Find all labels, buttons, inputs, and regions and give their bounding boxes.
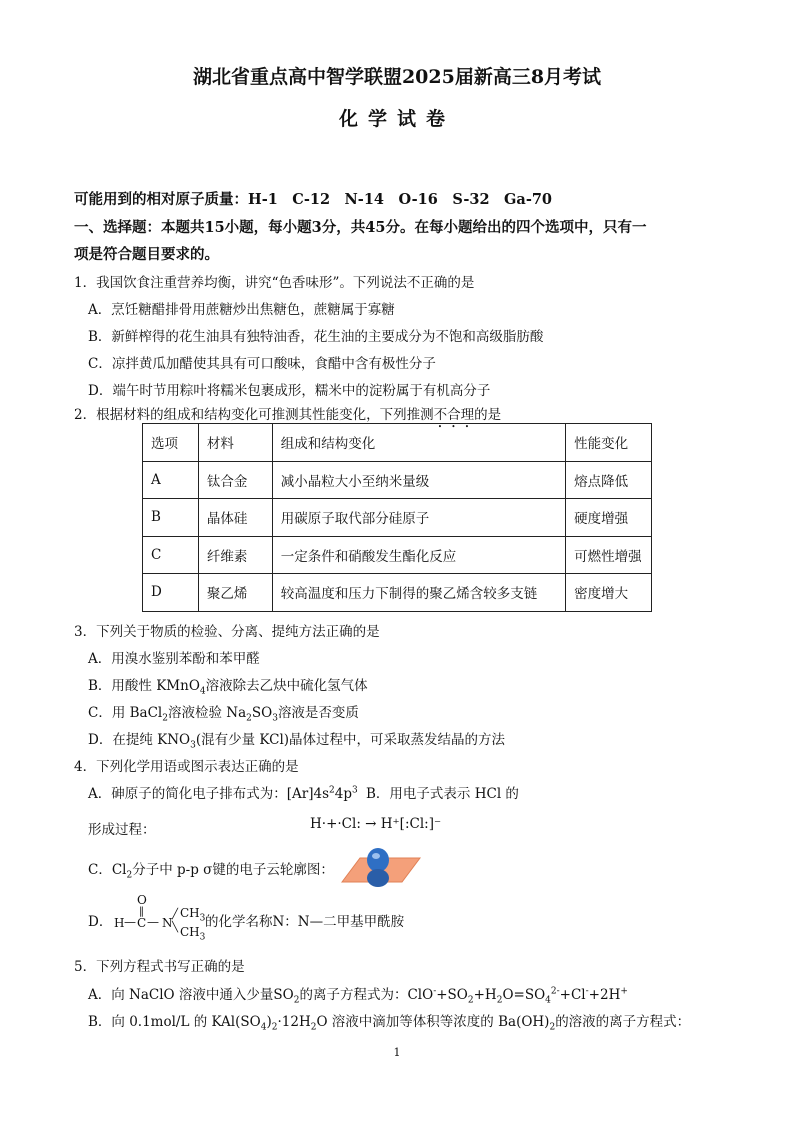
methyl-group-2: $CH_3$ bbox=[180, 925, 206, 943]
table-cell: 纤维素 bbox=[198, 536, 272, 574]
table-cell: D bbox=[143, 574, 199, 612]
q5-option-a: A．向 NaClO 溶液中通入少量$SO_2$的离子方程式为：$ClO^-+SO_2+H_2O=SO_4^{2-}+Cl^-+2H^+$ bbox=[88, 986, 628, 1006]
table-header: 性能变化 bbox=[566, 424, 652, 462]
bond-icon: ╱ bbox=[172, 909, 179, 920]
table-cell: C bbox=[143, 536, 199, 574]
section-heading-line2: 项是符合题目要求的。 bbox=[74, 246, 219, 263]
q3-option-a: A．用溴水鉴别苯酚和苯甲醛 bbox=[88, 651, 260, 667]
page-number: 1 bbox=[393, 1046, 401, 1059]
q2-table bbox=[142, 423, 652, 612]
table-cell: A bbox=[143, 461, 199, 499]
table-row bbox=[143, 574, 652, 612]
section-heading-line1: 一、选择题：本题共15小题，每小题3分，共45分。在每小题给出的四个选项中，只有一 bbox=[74, 219, 647, 236]
q5-stem: 5．下列方程式书写正确的是 bbox=[74, 959, 245, 975]
bond-icon: ╲ bbox=[172, 922, 179, 933]
table-row bbox=[143, 461, 652, 499]
atom-h: H bbox=[114, 916, 125, 930]
table-header: 选项 bbox=[143, 424, 199, 462]
q4-option-d-text: 的化学名称N：N—二甲基甲酰胺 bbox=[205, 914, 405, 930]
dmf-structure bbox=[110, 893, 206, 943]
table-header: 组成和结构变化 bbox=[272, 424, 565, 462]
q3-option-c: C．用 BaCl$_2$溶液检验 $Na_2SO_3$溶液是否变质 bbox=[88, 705, 359, 724]
q1-stem: 1．我国饮食注重营养均衡，讲究“色香味形”。下列说法不正确的是 bbox=[74, 275, 475, 291]
q1-option-c: C．凉拌黄瓜加醋使其具有可口酸味，食醋中含有极性分子 bbox=[88, 356, 436, 372]
q2-stem-emphasis: 不合理 bbox=[433, 407, 475, 423]
table-cell: 用碳原子取代部分硅原子 bbox=[272, 499, 565, 537]
bond-icon: — bbox=[147, 915, 159, 929]
p-p-sigma-orbital-diagram bbox=[330, 846, 422, 888]
q5-option-b: B．向 0.1mol/L 的 $KAl(SO_4)_2\cdot 12H_2O$ 溶液中滴加等体积等浓度的 $Ba(OH)_2$的溶液的离子方程式： bbox=[88, 1014, 691, 1033]
table-cell: 一定条件和硝酸发生酯化反应 bbox=[272, 536, 565, 574]
table-cell: 熔点降低 bbox=[566, 461, 652, 499]
table-cell: B bbox=[143, 499, 199, 537]
table-cell: 晶体硅 bbox=[198, 499, 272, 537]
formula-reactants: H·+·Cl: bbox=[310, 816, 361, 832]
table-cell: 密度增大 bbox=[566, 574, 652, 612]
exam-title: 湖北省重点高中智学联盟2025届新高三8月考试 bbox=[192, 66, 602, 88]
table-cell: 减小晶粒大小至纳米量级 bbox=[272, 461, 565, 499]
q4-option-b-cont: 形成过程： bbox=[88, 822, 156, 838]
atom-n: N bbox=[162, 916, 173, 930]
table-cell: 可燃性增强 bbox=[566, 536, 652, 574]
table-row bbox=[143, 536, 652, 574]
q2-stem-before: 2．根据材料的组成和结构变化可推测其性能变化，下列推测 bbox=[74, 407, 434, 423]
table-cell: 钛合金 bbox=[198, 461, 272, 499]
atom-c: C bbox=[137, 916, 147, 930]
q3-stem: 3．下列关于物质的检验、分离、提纯方法正确的是 bbox=[74, 624, 380, 640]
q2-stem-after: 的是 bbox=[474, 407, 502, 423]
hcl-electron-formula bbox=[310, 816, 441, 832]
q4-stem: 4．下列化学用语或图示表达正确的是 bbox=[74, 759, 299, 775]
methyl-group-1: $CH_3$ bbox=[180, 906, 206, 924]
table-cell: 聚乙烯 bbox=[198, 574, 272, 612]
bond-icon: — bbox=[124, 915, 136, 929]
formula-product: H⁺[:Cl:]⁻ bbox=[380, 816, 442, 832]
q4-option-a: A．砷原子的简化电子排布式为：$[Ar]4s^24p^3$ bbox=[88, 785, 358, 802]
double-bond-icon: ‖ bbox=[139, 906, 144, 917]
table-header: 材料 bbox=[198, 424, 272, 462]
table-cell: 较高温度和压力下制得的聚乙烯含较多支链 bbox=[272, 574, 565, 612]
exam-subtitle: 化学试卷 bbox=[338, 108, 455, 130]
q1-option-b: B．新鲜榨得的花生油具有独特油香，花生油的主要成分为不饱和高级脂肪酸 bbox=[88, 329, 544, 345]
q3-option-d: D．在提纯 $KNO_3$(混有少量 KCl)晶体过程中，可采取蒸发结晶的方法 bbox=[88, 732, 506, 751]
arrow-icon: → bbox=[365, 816, 377, 832]
atomic-masses: 可能用到的相对原子质量：H-1 C-12 N-14 O-16 S-32 Ga-70 bbox=[74, 191, 553, 208]
table-header-row bbox=[143, 424, 652, 462]
q4-option-b: B．用电子式表示 HCl 的 bbox=[366, 786, 519, 802]
atom-o: O bbox=[137, 893, 147, 907]
q4-option-d-label: D． bbox=[88, 914, 113, 930]
table-cell: 硬度增强 bbox=[566, 499, 652, 537]
q1-option-d: D．端午时节用粽叶将糯米包裹成形，糯米中的淀粉属于有机高分子 bbox=[88, 383, 491, 399]
table-row bbox=[143, 499, 652, 537]
q3-option-b: B．用酸性 KMnO$_4$溶液除去乙炔中硫化氢气体 bbox=[88, 678, 368, 697]
q4-option-c: C．$Cl_2$分子中 p-p σ键的电子云轮廓图： bbox=[88, 862, 334, 881]
q1-option-a: A．烹饪糖醋排骨用蔗糖炒出焦糖色，蔗糖属于寡糖 bbox=[88, 302, 395, 318]
